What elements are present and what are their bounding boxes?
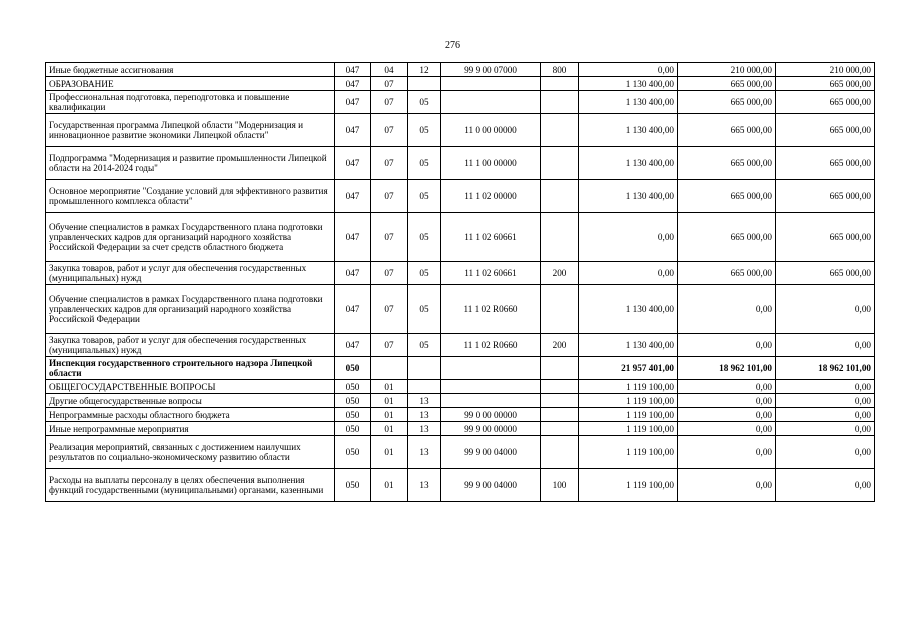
target-article-code: 11 1 02 00000	[441, 180, 541, 213]
grbs-code: 047	[335, 77, 371, 91]
subsection-code: 05	[408, 285, 441, 334]
amount-year-3: 0,00	[776, 422, 875, 436]
row-name: Государственная программа Липецкой области "Модернизация и инновационное развитие экономики Липецкой области"	[46, 114, 335, 147]
table-row	[46, 408, 875, 422]
target-article-code: 11 1 02 60661	[441, 213, 541, 262]
section-code: 01	[371, 380, 408, 394]
amount-year-1: 1 119 100,00	[579, 380, 678, 394]
target-article-code	[441, 91, 541, 114]
subsection-code: 13	[408, 436, 441, 469]
amount-year-2: 0,00	[678, 334, 776, 357]
amount-year-1: 1 130 400,00	[579, 91, 678, 114]
amount-year-2: 665 000,00	[678, 77, 776, 91]
subsection-code: 05	[408, 91, 441, 114]
section-code: 07	[371, 262, 408, 285]
section-code: 07	[371, 180, 408, 213]
section-code: 01	[371, 408, 408, 422]
amount-year-1: 0,00	[579, 262, 678, 285]
expense-type-code	[541, 285, 579, 334]
amount-year-2: 18 962 101,00	[678, 357, 776, 380]
expense-type-code	[541, 422, 579, 436]
amount-year-1: 1 119 100,00	[579, 394, 678, 408]
grbs-code: 047	[335, 213, 371, 262]
amount-year-1: 1 119 100,00	[579, 408, 678, 422]
row-name: Инспекция государственного строительного надзора Липецкой области	[46, 357, 335, 380]
section-code: 07	[371, 334, 408, 357]
section-code: 07	[371, 91, 408, 114]
table-row	[46, 334, 875, 357]
target-article-code: 11 1 02 R0660	[441, 334, 541, 357]
amount-year-1: 1 119 100,00	[579, 436, 678, 469]
table-row	[46, 63, 875, 77]
row-name: Закупка товаров, работ и услуг для обеспечения государственных (муниципальных) нужд	[46, 334, 335, 357]
expense-type-code: 200	[541, 334, 579, 357]
table-row	[46, 114, 875, 147]
subsection-code: 05	[408, 180, 441, 213]
budget-table	[45, 62, 875, 502]
target-article-code	[441, 357, 541, 380]
amount-year-1: 1 130 400,00	[579, 77, 678, 91]
table-row	[46, 285, 875, 334]
amount-year-2: 665 000,00	[678, 180, 776, 213]
subsection-code	[408, 380, 441, 394]
grbs-code: 047	[335, 334, 371, 357]
table-row	[46, 262, 875, 285]
table-row	[46, 180, 875, 213]
amount-year-2: 0,00	[678, 422, 776, 436]
amount-year-1: 0,00	[579, 63, 678, 77]
subsection-code: 05	[408, 213, 441, 262]
amount-year-3: 0,00	[776, 394, 875, 408]
target-article-code: 11 1 00 00000	[441, 147, 541, 180]
expense-type-code	[541, 180, 579, 213]
page-number: 276	[445, 40, 460, 51]
expense-type-code	[541, 380, 579, 394]
target-article-code: 99 9 00 07000	[441, 63, 541, 77]
amount-year-3: 665 000,00	[776, 180, 875, 213]
expense-type-code	[541, 147, 579, 180]
grbs-code: 047	[335, 114, 371, 147]
amount-year-2: 210 000,00	[678, 63, 776, 77]
subsection-code: 13	[408, 394, 441, 408]
target-article-code: 99 9 00 04000	[441, 469, 541, 502]
subsection-code: 13	[408, 408, 441, 422]
amount-year-1: 1 119 100,00	[579, 469, 678, 502]
amount-year-1: 0,00	[579, 213, 678, 262]
amount-year-2: 0,00	[678, 394, 776, 408]
subsection-code: 13	[408, 469, 441, 502]
table-row	[46, 380, 875, 394]
amount-year-1: 1 130 400,00	[579, 147, 678, 180]
amount-year-3: 665 000,00	[776, 77, 875, 91]
expense-type-code: 200	[541, 262, 579, 285]
amount-year-1: 1 130 400,00	[579, 285, 678, 334]
row-name: ОБЩЕГОСУДАРСТВЕННЫЕ ВОПРОСЫ	[46, 380, 335, 394]
grbs-code: 050	[335, 422, 371, 436]
subsection-code: 12	[408, 63, 441, 77]
amount-year-3: 665 000,00	[776, 91, 875, 114]
amount-year-3: 18 962 101,00	[776, 357, 875, 380]
section-code: 01	[371, 469, 408, 502]
row-name: Профессиональная подготовка, переподготовка и повышение квалификации	[46, 91, 335, 114]
target-article-code	[441, 380, 541, 394]
amount-year-2: 0,00	[678, 380, 776, 394]
subsection-code	[408, 77, 441, 91]
table-row	[46, 213, 875, 262]
expense-type-code: 800	[541, 63, 579, 77]
grbs-code: 050	[335, 436, 371, 469]
row-name: Реализация мероприятий, связанных с достижением наилучших результатов по социально-экономическому развитию области	[46, 436, 335, 469]
row-name: Закупка товаров, работ и услуг для обеспечения государственных (муниципальных) нужд	[46, 262, 335, 285]
subsection-code: 05	[408, 114, 441, 147]
table-row	[46, 147, 875, 180]
subsection-code: 05	[408, 334, 441, 357]
amount-year-2: 0,00	[678, 436, 776, 469]
expense-type-code	[541, 91, 579, 114]
target-article-code: 99 0 00 00000	[441, 408, 541, 422]
amount-year-3: 0,00	[776, 380, 875, 394]
row-name: Основное мероприятие "Создание условий для эффективного развития промышленного комплекса области"	[46, 180, 335, 213]
section-code: 01	[371, 422, 408, 436]
amount-year-3: 210 000,00	[776, 63, 875, 77]
amount-year-2: 0,00	[678, 408, 776, 422]
section-code: 07	[371, 114, 408, 147]
amount-year-2: 665 000,00	[678, 262, 776, 285]
amount-year-2: 0,00	[678, 469, 776, 502]
target-article-code: 11 1 02 R0660	[441, 285, 541, 334]
amount-year-1: 1 130 400,00	[579, 334, 678, 357]
amount-year-2: 0,00	[678, 285, 776, 334]
expense-type-code: 100	[541, 469, 579, 502]
amount-year-3: 0,00	[776, 334, 875, 357]
grbs-code: 047	[335, 285, 371, 334]
table-row	[46, 77, 875, 91]
amount-year-2: 665 000,00	[678, 147, 776, 180]
table-row	[46, 357, 875, 380]
expense-type-code	[541, 408, 579, 422]
table-row	[46, 469, 875, 502]
section-code: 07	[371, 285, 408, 334]
subsection-code	[408, 357, 441, 380]
row-name: Непрограммные расходы областного бюджета	[46, 408, 335, 422]
amount-year-2: 665 000,00	[678, 213, 776, 262]
row-name: ОБРАЗОВАНИЕ	[46, 77, 335, 91]
target-article-code: 99 9 00 00000	[441, 422, 541, 436]
row-name: Иные непрограммные мероприятия	[46, 422, 335, 436]
amount-year-1: 21 957 401,00	[579, 357, 678, 380]
row-name: Обучение специалистов в рамках Государственного плана подготовки управленческих кадров для организаций народного хозяйства Российской Федерации	[46, 285, 335, 334]
amount-year-3: 0,00	[776, 469, 875, 502]
row-name: Иные бюджетные ассигнования	[46, 63, 335, 77]
subsection-code: 05	[408, 262, 441, 285]
grbs-code: 050	[335, 394, 371, 408]
amount-year-1: 1 119 100,00	[579, 422, 678, 436]
grbs-code: 050	[335, 357, 371, 380]
amount-year-2: 665 000,00	[678, 114, 776, 147]
expense-type-code	[541, 114, 579, 147]
target-article-code: 11 0 00 00000	[441, 114, 541, 147]
section-code: 01	[371, 436, 408, 469]
grbs-code: 047	[335, 262, 371, 285]
target-article-code	[441, 394, 541, 408]
target-article-code	[441, 77, 541, 91]
grbs-code: 047	[335, 180, 371, 213]
table-row	[46, 436, 875, 469]
section-code: 07	[371, 147, 408, 180]
amount-year-1: 1 130 400,00	[579, 180, 678, 213]
section-code: 01	[371, 394, 408, 408]
section-code	[371, 357, 408, 380]
amount-year-3: 665 000,00	[776, 262, 875, 285]
subsection-code: 05	[408, 147, 441, 180]
grbs-code: 047	[335, 147, 371, 180]
row-name: Другие общегосударственные вопросы	[46, 394, 335, 408]
amount-year-3: 665 000,00	[776, 213, 875, 262]
grbs-code: 050	[335, 408, 371, 422]
grbs-code: 050	[335, 380, 371, 394]
amount-year-1: 1 130 400,00	[579, 114, 678, 147]
section-code: 07	[371, 213, 408, 262]
amount-year-3: 0,00	[776, 285, 875, 334]
expense-type-code	[541, 436, 579, 469]
expense-type-code	[541, 213, 579, 262]
amount-year-3: 665 000,00	[776, 114, 875, 147]
amount-year-2: 665 000,00	[678, 91, 776, 114]
table-row	[46, 422, 875, 436]
expense-type-code	[541, 394, 579, 408]
section-code: 07	[371, 77, 408, 91]
row-name: Расходы на выплаты персоналу в целях обеспечения выполнения функций государственными (муниципальными) органами, казенными	[46, 469, 335, 502]
target-article-code: 99 9 00 04000	[441, 436, 541, 469]
expense-type-code	[541, 357, 579, 380]
expense-type-code	[541, 77, 579, 91]
target-article-code: 11 1 02 60661	[441, 262, 541, 285]
grbs-code: 050	[335, 469, 371, 502]
row-name: Подпрограмма "Модернизация и развитие промышленности Липецкой области на 2014-2024 годы"	[46, 147, 335, 180]
table-row	[46, 91, 875, 114]
grbs-code: 047	[335, 63, 371, 77]
section-code: 04	[371, 63, 408, 77]
table-row	[46, 394, 875, 408]
amount-year-3: 0,00	[776, 436, 875, 469]
amount-year-3: 0,00	[776, 408, 875, 422]
amount-year-3: 665 000,00	[776, 147, 875, 180]
grbs-code: 047	[335, 91, 371, 114]
subsection-code: 13	[408, 422, 441, 436]
row-name: Обучение специалистов в рамках Государственного плана подготовки управленческих кадров для организаций народного хозяйства Российской Федерации за счет средств областного бюджета	[46, 213, 335, 262]
